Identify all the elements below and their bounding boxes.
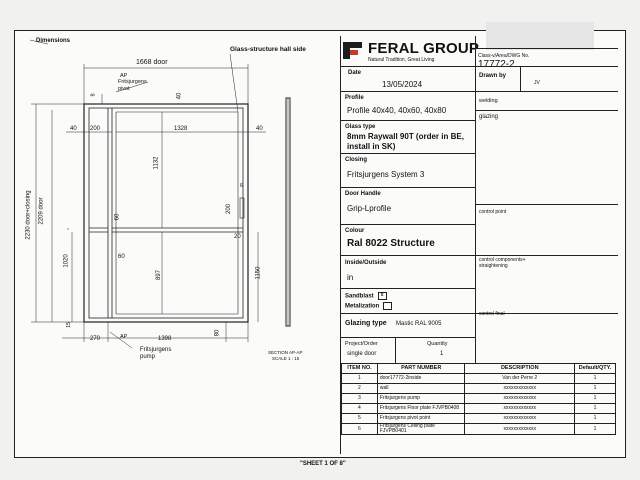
col-item-no: ITEM NO. <box>342 364 378 374</box>
dim-60-a: 60 <box>114 213 121 221</box>
dimensions-label: Dimensions <box>36 38 71 44</box>
table-row: 1 door17772-2inside Van der Perre 2 1 <box>342 374 616 384</box>
drawn-by-label: Drawn by <box>479 73 507 79</box>
glass-type-label: Glass type <box>345 124 376 130</box>
door-width-dim: 1668 door <box>136 59 168 66</box>
project-value: single door <box>347 351 377 357</box>
scale-label: SCALE 1 : 15 <box>272 356 300 361</box>
section-label: SECTION AP-AP <box>268 350 303 355</box>
glazing-label: glazing <box>479 114 499 120</box>
table-row: 2 wall xxxxxxxxxxxxx 1 <box>342 384 616 394</box>
colour-value: Ral 8022 Structure <box>347 238 435 249</box>
table-row: 4 Fritsjurgens Floor plate FJVPB0408 xxxxxxxxxxxxx 1 <box>342 404 616 414</box>
dim-60-b: 60 <box>118 254 125 260</box>
feral-logo-icon <box>341 40 365 62</box>
handle-label: Door Handle <box>345 191 381 197</box>
ap-bottom-label: AP <box>120 334 128 340</box>
col-part-number: PART NUMBER <box>377 364 465 374</box>
class-label: Class-v/Area/DWG No. <box>478 53 530 59</box>
inout-value: in <box>347 273 354 282</box>
dim-200: 200 <box>90 126 101 132</box>
dim-15: 15 <box>65 322 72 328</box>
parts-table <box>341 363 616 435</box>
quantity-label: Quantity <box>427 341 448 347</box>
closing-value: Fritsjurgens System 3 <box>347 170 425 179</box>
dim-1132: 1132 <box>153 156 160 170</box>
quantity-value: 1 <box>440 351 444 357</box>
col-description: DESCRIPTION <box>465 364 575 374</box>
col-qty: Default/QTY. <box>575 364 616 374</box>
profile-label: Profile <box>345 95 364 101</box>
control-point-label: control point <box>479 209 507 215</box>
glass-type-value: 8mm Raywall 90T (order in BE, install in SK) <box>347 132 464 151</box>
dim-200-side: 200 <box>226 203 233 215</box>
dim-897: 897 <box>156 269 163 281</box>
profile-value: Profile 40x40, 40x60, 40x80 <box>347 106 447 115</box>
dim-1398: 1398 <box>158 336 172 342</box>
dim-270: 270 <box>90 336 101 342</box>
ap-top-label: AP <box>120 73 128 79</box>
table-row: 5 Fritsjurgens pivot point xxxxxxxxxxxxx 1 <box>342 414 616 424</box>
dim-1328: 1328 <box>174 126 188 132</box>
closing-label: Closing <box>345 157 367 163</box>
table-row: 3 Fritsjurgens pump xxxxxxxxxxxxx 1 <box>342 394 616 404</box>
company-tagline: Natural Tradition, Great Living <box>368 57 435 63</box>
dim-40-left: 40 <box>70 126 77 132</box>
sandblast-label: Sandblast x <box>345 292 387 300</box>
sandblast-checkbox[interactable]: x <box>378 292 387 300</box>
colour-label: Colour <box>345 228 365 234</box>
dim-40-top: 40 <box>176 92 183 100</box>
dim-8: 8 <box>90 93 97 97</box>
drawn-by-value: JV <box>534 80 540 86</box>
metalization-label: Metalization <box>345 302 392 310</box>
table-row: 6 Fritsjurgens Ceiling plate FJVPB0401 xxxxxxxxxxxxx 1 <box>342 424 616 435</box>
pump-label: Fritsjurgens pump <box>140 347 172 360</box>
dim-1150: 1150 <box>255 266 262 280</box>
dim-2230: 2230 door+closing <box>25 190 32 240</box>
glazing-type-value: Mastic RAL 9005 <box>396 321 442 327</box>
sheet-label: "SHEET 1 OF 8" <box>300 461 346 467</box>
metalization-checkbox[interactable] <box>383 302 392 310</box>
company-name: FERAL GROUP <box>368 40 480 57</box>
dim-80: 80 <box>214 329 221 337</box>
glass-structure-label: Glass-structure hall side <box>230 46 306 53</box>
date-label: Date <box>348 70 362 76</box>
dim-40-right: 40 <box>256 126 263 132</box>
dim-1020: 1020 <box>63 254 70 268</box>
dim-6: 6 <box>240 183 243 189</box>
inout-label: Inside/Outside <box>345 260 387 266</box>
project-label: Project/Order <box>345 341 378 347</box>
redaction-stamp <box>486 22 594 50</box>
control-final-label: control final <box>479 311 505 317</box>
glazing-type-label: Glazing type <box>345 320 387 327</box>
welding-label: welding <box>479 98 498 104</box>
control-components-label: control components+ straightening <box>479 257 526 269</box>
dim-20: 20 <box>234 234 241 240</box>
dim-2209: 2209 door <box>38 197 45 225</box>
pivot-label: Fritsjurgens pivot <box>118 79 147 92</box>
dwg-number: 17772-2 <box>478 59 515 70</box>
date-value: 13/05/2024 <box>382 80 423 89</box>
handle-value: Grip-Lprofile <box>347 204 392 213</box>
table-header-row <box>342 364 616 374</box>
